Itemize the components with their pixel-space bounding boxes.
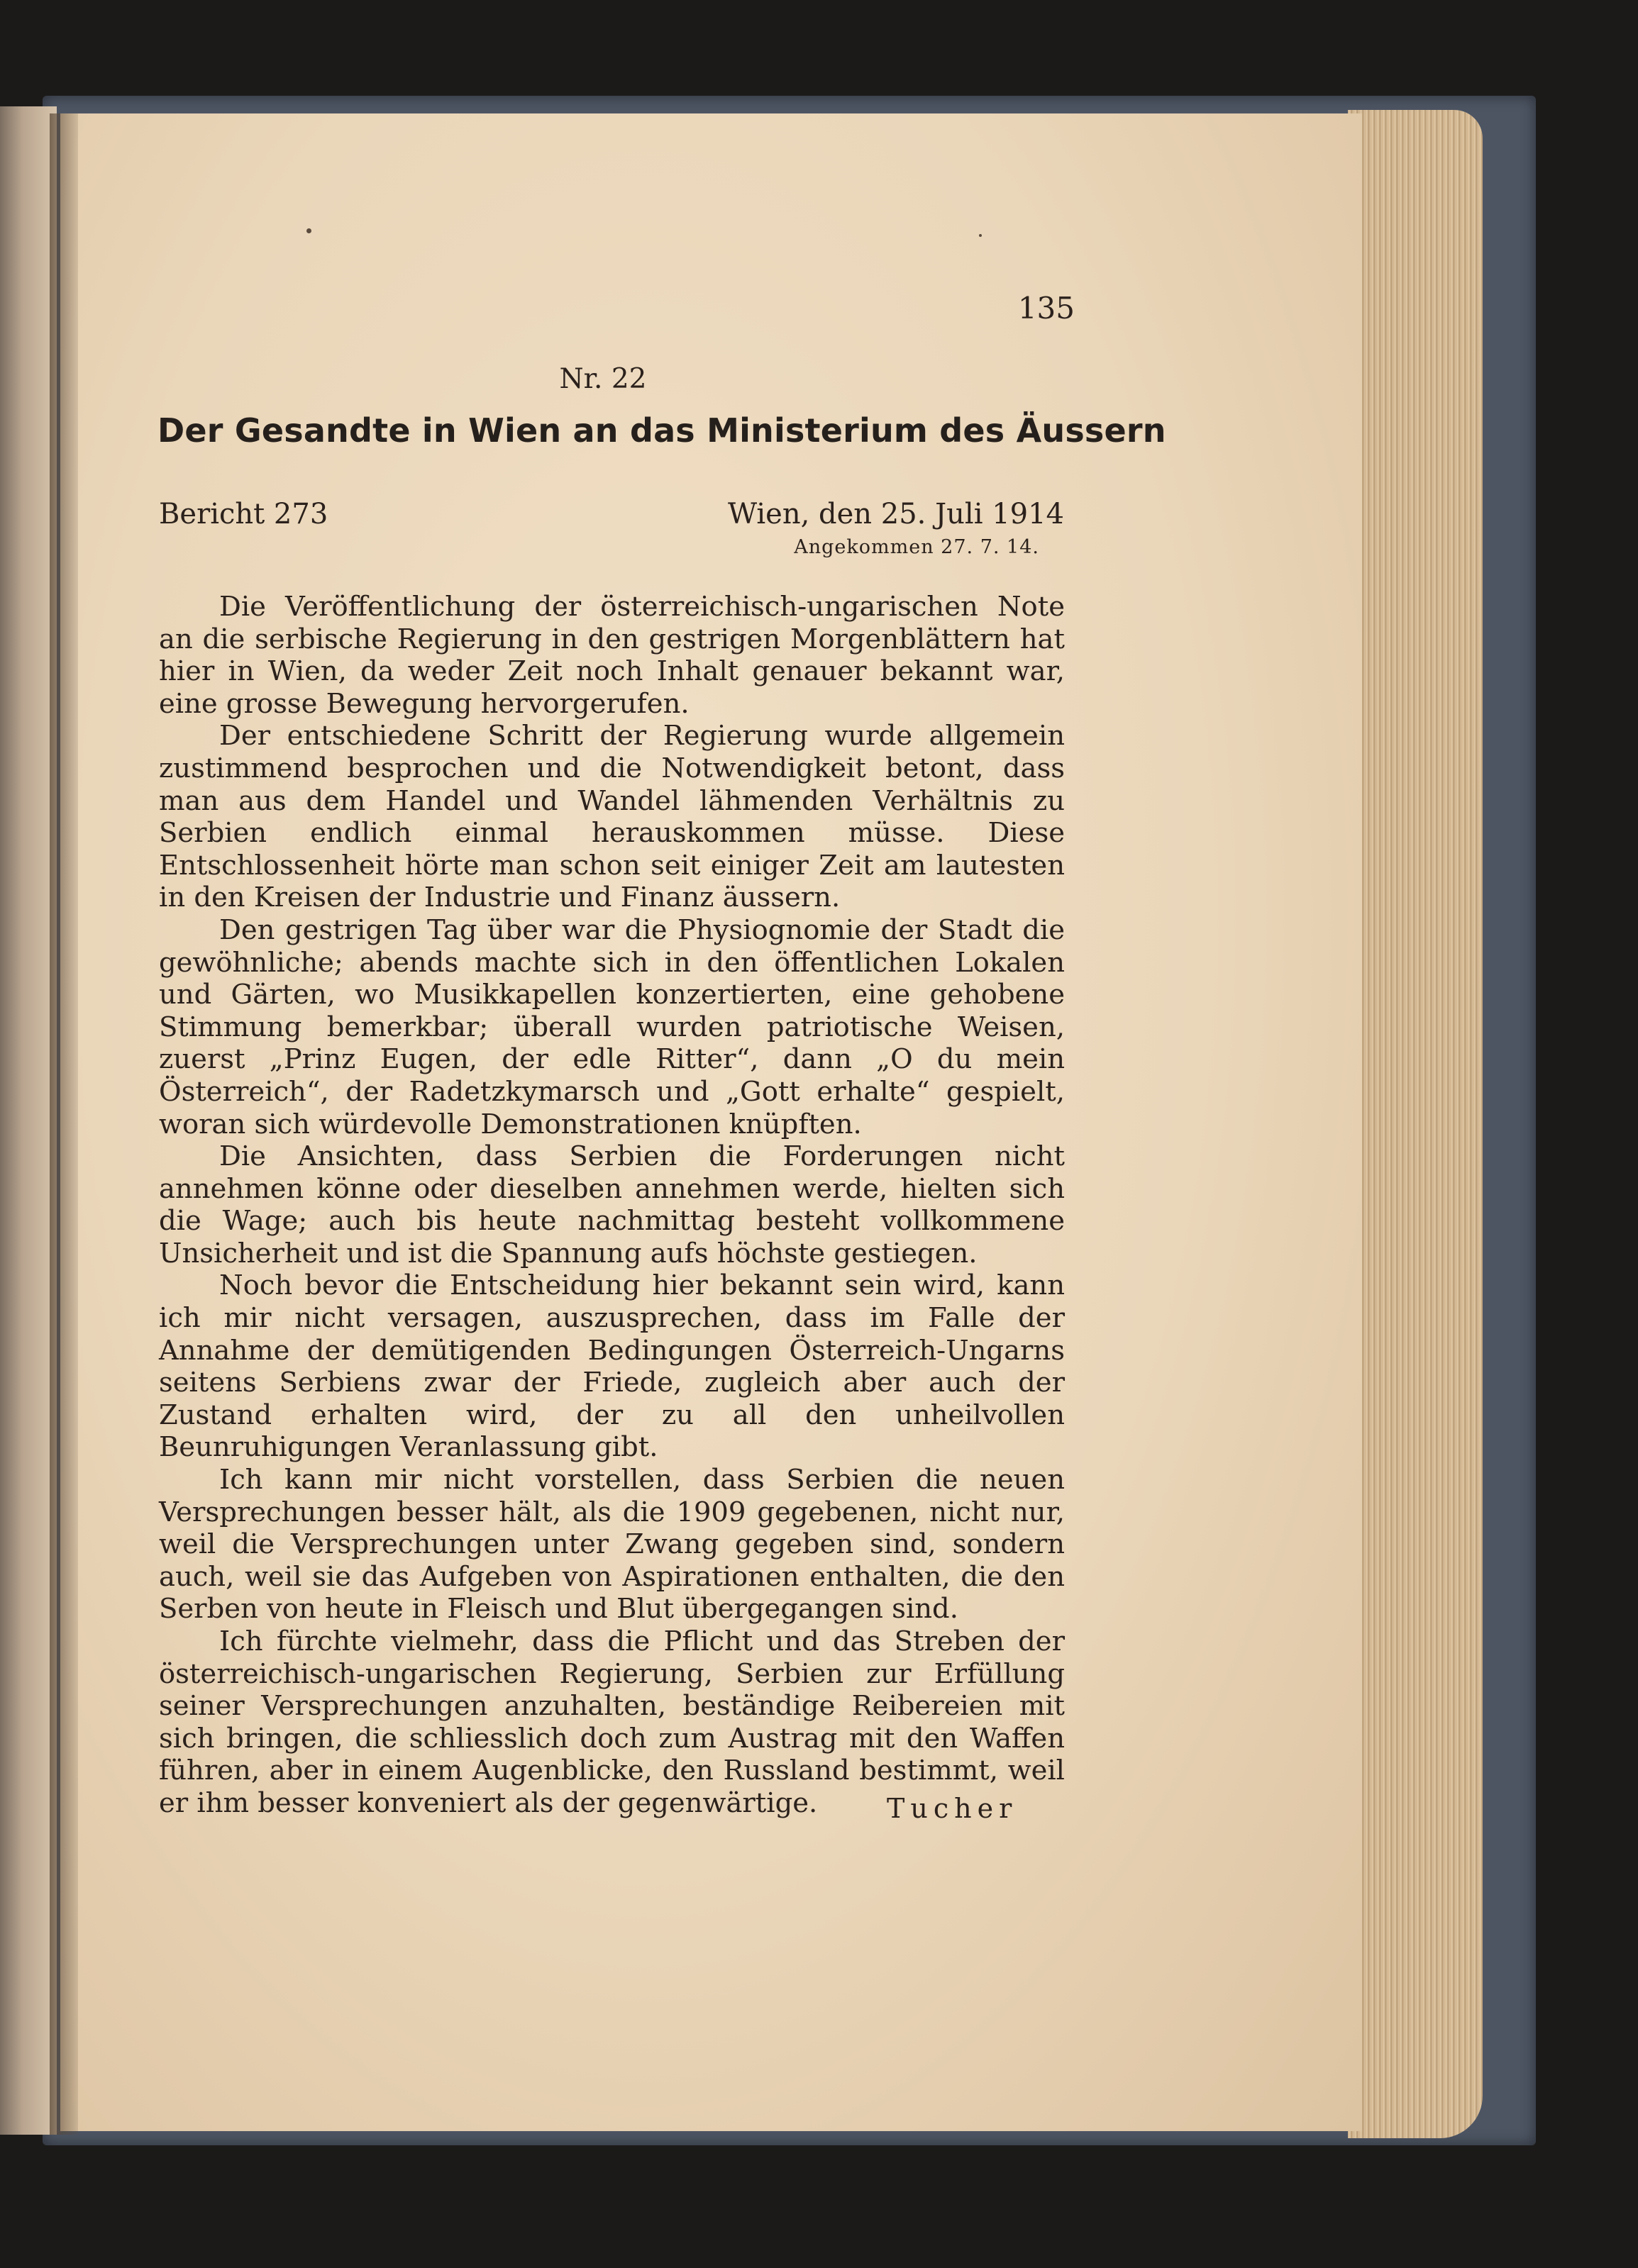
paragraph: Die Ansichten, dass Serbien die Forderungen nicht annehmen könne oder dieselben annehmen werde, hielten sich die Wage; auch bis heute nachmittag besteht vollkommene Unsicherheit und ist die Spannung aufs höchste gestiegen. (159, 1140, 1065, 1269)
paragraph: Ich kann mir nicht vorstellen, dass Serbien die neuen Versprechungen besser hält, als die 1909 gegebenen, nicht nur, weil die Versprechungen unter Zwang gegeben sind, sondern auch, weil sie das Aufgeben von Aspirationen enthalten, die den Serben von heute in Fleisch und Blut übergegangen sind. (159, 1464, 1065, 1625)
left-page-edge (0, 106, 57, 2135)
paragraph: Ich fürchte vielmehr, dass die Pflicht und das Streben der österreichisch-ungarischen Regierung, Serbien zur Erfüllung seiner Versprechungen anzuhalten, beständige Reibereien mit sich bringen, die schliesslich doch zum Austrag mit den Waffen führen, aber in einem Augenblicke, den Russland bestimmt, weil er ihm besser konveniert als der gegenwärtige. (159, 1625, 1065, 1819)
paragraph: Die Veröffentlichung der österreichisch-ungarischen Note an die serbische Regierung in den gestrigen Morgenblättern hat hier in Wien, da weder Zeit noch Inhalt genauer bekannt war, eine grosse Bewegung hervorgerufen. (159, 591, 1065, 720)
report-label: Bericht 273 (159, 498, 328, 530)
paragraph: Noch bevor die Entscheidung hier bekannt sein wird, kann ich mir nicht versagen, auszusprechen, dass im Falle der Annahme der demütigenden Bedingungen Österreich-Ungarns seitens Serbiens zwar der Friede, zugleich aber auch der Zustand erhalten wird, der zu all den unheilvollen Beunruhigungen Veranlassung gibt. (159, 1269, 1065, 1464)
document-heading: Der Gesandte in Wien an das Ministerium des Äussern (157, 411, 1166, 450)
place-date: Wien, den 25. Juli 1914 (727, 498, 1064, 530)
received-note: Angekommen 27. 7. 14. (794, 536, 1039, 558)
paper-speck (306, 228, 311, 233)
body-text (159, 591, 1065, 1820)
paragraph: Der entschiedene Schritt der Regierung wurde allgemein zustimmend besprochen und die Notwendigkeit betont, dass man aus dem Handel und Wandel lähmenden Verhältnis zu Serbien endlich einmal herauskommen müsse. Diese Entschlossenheit hörte man schon seit einiger Zeit am lautesten in den Kreisen der Industrie und Finanz äussern. (159, 720, 1065, 914)
page-number: 135 (1017, 291, 1075, 326)
signature: Tucher (887, 1793, 1018, 1824)
page-block-edges (1348, 110, 1483, 2138)
document-number: Nr. 22 (559, 363, 647, 395)
paragraph: Den gestrigen Tag über war die Physiognomie der Stadt die gewöhnliche; abends machte sich in den öffentlichen Lokalen und Gärten, wo Musikkapellen konzertierten, eine gehobene Stimmung bemerkbar; überall wurden patriotische Weisen, zuerst „Prinz Eugen, der edle Ritter“, dann „O du mein Österreich“, der Radetzkymarsch und „Gott erhalte“ gespielt, woran sich würdevolle Demonstrationen knüpften. (159, 913, 1065, 1140)
paper-speck (979, 234, 982, 237)
book-gutter (50, 113, 78, 2135)
